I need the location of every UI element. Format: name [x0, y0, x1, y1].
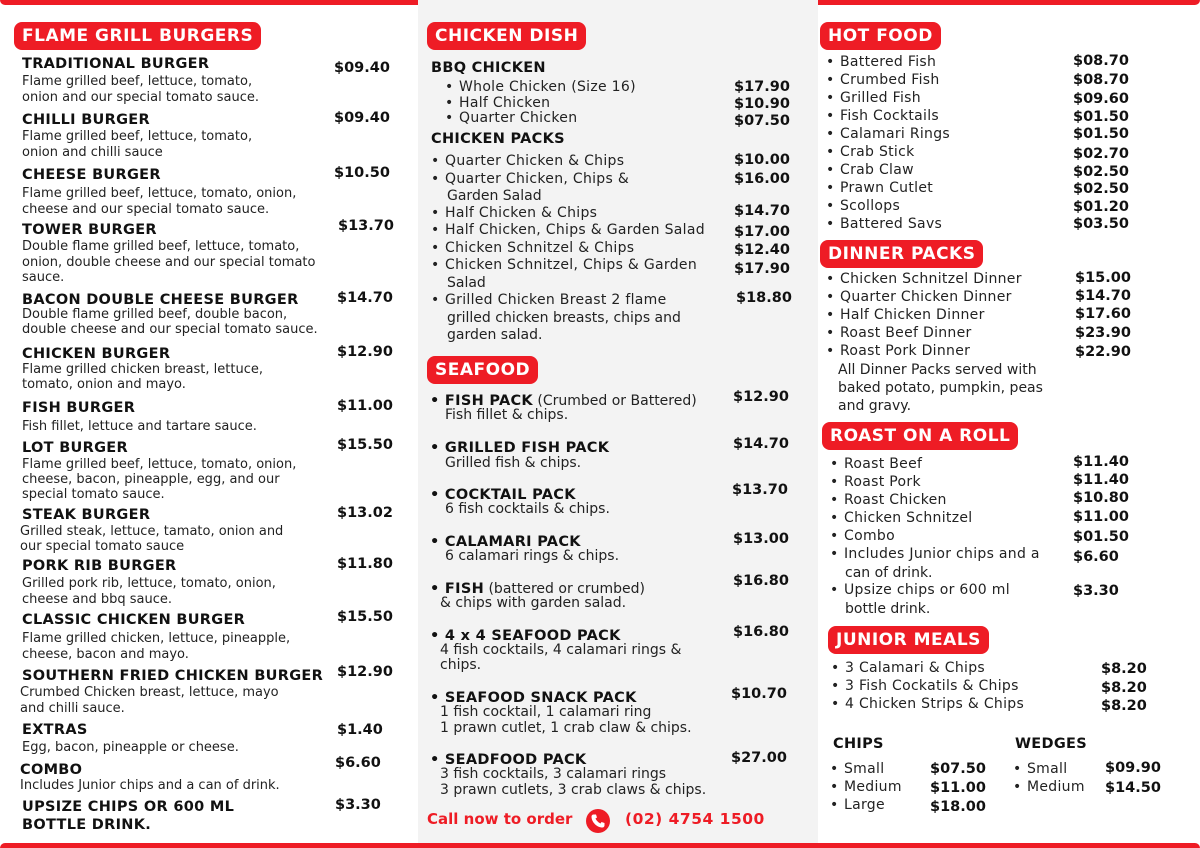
- seafood-price: $12.90: [733, 389, 789, 405]
- burger-desc: Flame grilled beef, lettuce, tomato, onion,: [22, 186, 297, 201]
- seafood-item: • CALAMARI PACK: [430, 534, 581, 550]
- roast-item: • Combo: [830, 528, 895, 544]
- bbq-price: $17.90: [734, 79, 790, 95]
- hot-food-price: $02.70: [1073, 146, 1129, 162]
- burger-name: FISH BURGER: [22, 400, 136, 416]
- junior-item: • 4 Chicken Strips & Chips: [831, 696, 1024, 712]
- hot-food-item: • Prawn Cutlet: [826, 180, 933, 196]
- seafood-name: FISH: [444, 581, 485, 597]
- roast-item: • Roast Chicken: [830, 492, 947, 508]
- chips-price: $07.50: [930, 761, 986, 777]
- seafood-item: • 4 x 4 SEAFOOD PACK: [430, 628, 621, 644]
- burger-desc: double cheese and our special tomato sauce.: [22, 322, 318, 337]
- bbq-item: • Half Chicken: [445, 95, 550, 111]
- burger-name: LOT BURGER: [22, 440, 128, 456]
- seafood-price: $13.70: [732, 482, 788, 498]
- hot-food-item: • Crab Claw: [826, 162, 914, 178]
- roast-item: • Roast Beef: [830, 456, 922, 472]
- chicken-pack-price: $12.40: [734, 242, 790, 258]
- junior-meals-heading: JUNIOR MEALS: [828, 626, 989, 654]
- wedges-item: • Small: [1013, 761, 1067, 777]
- burger-desc: onion and our special tomato sauce.: [22, 90, 260, 105]
- burgers-heading: FLAME GRILL BURGERS: [14, 22, 261, 50]
- roast-price: $11.00: [1073, 509, 1129, 525]
- dinner-note: All Dinner Packs served with: [838, 362, 1037, 378]
- burger-desc: Fish fillet, lettuce and tartare sauce.: [22, 419, 257, 434]
- seafood-name: SEADFOOD PACK: [444, 752, 587, 768]
- chicken-pack-price: $10.00: [734, 152, 790, 168]
- burger-name-line2: BOTTLE DRINK.: [22, 817, 152, 833]
- burger-name: BACON DOUBLE CHEESE BURGER: [22, 292, 299, 308]
- phone-icon[interactable]: [586, 809, 610, 833]
- chicken-pack-price: $18.80: [736, 290, 792, 306]
- seafood-desc: Grilled fish & chips.: [445, 455, 582, 471]
- dinner-item: • Chicken Schnitzel Dinner: [826, 271, 1022, 287]
- burger-desc: Double flame grilled beef, lettuce, tomato,: [22, 239, 300, 254]
- junior-price: $8.20: [1101, 680, 1147, 696]
- roast-price: $6.60: [1073, 549, 1119, 565]
- seafood-item: • FISH PACK (Crumbed or Battered): [430, 393, 697, 409]
- chicken-pack-item-cont: Garden Salad: [447, 188, 542, 204]
- burger-desc: and chilli sauce.: [20, 701, 125, 716]
- chips-heading: CHIPS: [833, 736, 884, 752]
- chicken-pack-item: • Chicken Schnitzel & Chips: [431, 240, 634, 256]
- burger-price: $10.50: [334, 165, 390, 181]
- hot-food-item: • Crumbed Fish: [826, 72, 940, 88]
- dinner-note: and gravy.: [838, 398, 912, 414]
- dinner-item: • Roast Pork Dinner: [826, 343, 970, 359]
- burger-price: $12.90: [337, 664, 393, 680]
- seafood-item: • GRILLED FISH PACK: [430, 440, 610, 456]
- seafood-desc: 6 fish cocktails & chips.: [445, 501, 610, 517]
- hot-food-item: • Calamari Rings: [826, 126, 950, 142]
- chicken-pack-item: • Quarter Chicken & Chips: [431, 153, 624, 169]
- burger-price: $14.70: [337, 290, 393, 306]
- call-to-order-label: Call now to order: [427, 810, 573, 828]
- dinner-item: • Quarter Chicken Dinner: [826, 289, 1012, 305]
- burger-desc: Flame grilled beef, lettuce, tomato, onion,: [22, 457, 297, 472]
- burger-name: SOUTHERN FRIED CHICKEN BURGER: [22, 668, 324, 684]
- junior-item: • 3 Fish Cockatils & Chips: [831, 678, 1019, 694]
- seafood-name: GRILLED FISH PACK: [444, 440, 610, 456]
- burger-price: $09.40: [334, 110, 390, 126]
- chicken-pack-item: • Grilled Chicken Breast 2 flame: [431, 292, 667, 308]
- hot-food-price: $01.20: [1073, 199, 1129, 215]
- chicken-pack-item: • Quarter Chicken, Chips &: [431, 171, 629, 187]
- burger-desc: Crumbed Chicken breast, lettuce, mayo: [20, 685, 279, 700]
- seafood-desc: 3 fish cocktails, 3 calamari rings: [440, 766, 667, 782]
- seafood-desc: 4 fish cocktails, 4 calamari rings &: [440, 642, 682, 658]
- burgers-column: [0, 0, 405, 848]
- seafood-desc: 3 prawn cutlets, 3 crab claws & chips.: [440, 782, 707, 798]
- burger-desc: cheese, bacon, pineapple, egg, and our: [22, 472, 280, 487]
- wedges-price: $14.50: [1105, 780, 1161, 796]
- phone-number-link[interactable]: (02) 4754 1500: [625, 810, 765, 828]
- burger-price: $09.40: [334, 60, 390, 76]
- hot-food-price: $09.60: [1073, 91, 1129, 107]
- bottom-accent-bar: [0, 843, 1200, 848]
- burger-price: $6.60: [335, 755, 381, 771]
- chicken-heading: CHICKEN DISH: [427, 22, 586, 50]
- chicken-pack-item-cont: grilled chicken breasts, chips and: [447, 310, 681, 326]
- junior-item: • 3 Calamari & Chips: [831, 660, 985, 676]
- roast-price: $11.40: [1073, 472, 1129, 488]
- dinner-price: $22.90: [1075, 344, 1131, 360]
- bbq-item: • Whole Chicken (Size 16): [445, 79, 636, 95]
- chips-item: • Medium: [830, 779, 902, 795]
- burger-name: COMBO: [20, 762, 83, 778]
- burger-desc: sauce.: [22, 270, 65, 285]
- burger-name: CHEESE BURGER: [22, 167, 161, 183]
- chicken-pack-price: $14.70: [734, 203, 790, 219]
- burger-name: CHICKEN BURGER: [22, 346, 171, 362]
- dinner-price: $23.90: [1075, 325, 1131, 341]
- seafood-name: 4 x 4 SEAFOOD PACK: [444, 628, 621, 644]
- burger-desc: Flame grilled chicken breast, lettuce,: [22, 362, 263, 377]
- bbq-price: $10.90: [734, 96, 790, 112]
- hot-food-price: $08.70: [1073, 53, 1129, 69]
- chicken-pack-item-cont: garden salad.: [447, 327, 543, 343]
- hot-food-price: $08.70: [1073, 72, 1129, 88]
- chips-item: • Large: [830, 797, 885, 813]
- dinner-item: • Half Chicken Dinner: [826, 307, 985, 323]
- bbq-price: $07.50: [734, 113, 790, 129]
- seafood-price: $10.70: [731, 686, 787, 702]
- roast-item-cont: can of drink.: [845, 565, 933, 581]
- roast-item-cont: bottle drink.: [845, 601, 931, 617]
- chicken-packs-subheading: CHICKEN PACKS: [431, 131, 565, 147]
- roast-item: • Chicken Schnitzel: [830, 510, 972, 526]
- hot-food-item: • Battered Fish: [826, 54, 936, 70]
- chicken-pack-price: $16.00: [734, 171, 790, 187]
- seafood-item: • SEADFOOD PACK: [430, 752, 587, 768]
- hot-food-item: • Fish Cocktails: [826, 108, 939, 124]
- burger-name: UPSIZE CHIPS OR 600 ML: [22, 799, 235, 815]
- seafood-item: • SEAFOOD SNACK PACK: [430, 690, 637, 706]
- seafood-desc: & chips with garden salad.: [440, 595, 627, 611]
- wedges-heading: WEDGES: [1015, 736, 1087, 752]
- roast-price: $01.50: [1073, 529, 1129, 545]
- hot-food-item: • Crab Stick: [826, 144, 915, 160]
- bbq-chicken-subheading: BBQ CHICKEN: [431, 60, 546, 76]
- seafood-price: $16.80: [733, 573, 789, 589]
- roast-item: • Upsize chips or 600 ml: [830, 582, 1010, 598]
- burger-desc: Flame grilled chicken, lettuce, pineapple,: [22, 631, 291, 646]
- roast-price: $11.40: [1073, 454, 1129, 470]
- chips-item: • Small: [830, 761, 884, 777]
- seafood-name: CALAMARI PACK: [444, 534, 581, 550]
- burger-name: STEAK BURGER: [22, 507, 151, 523]
- burger-name: CLASSIC CHICKEN BURGER: [22, 612, 246, 628]
- burger-name: CHILLI BURGER: [22, 112, 150, 128]
- burger-desc: Flame grilled beef, lettuce, tomato,: [22, 129, 253, 144]
- hot-food-price: $02.50: [1073, 164, 1129, 180]
- burger-name: TRADITIONAL BURGER: [22, 56, 210, 72]
- burger-desc: Grilled steak, lettuce, tamato, onion and: [20, 524, 284, 539]
- burger-price: $12.90: [337, 344, 393, 360]
- dinner-packs-heading: DINNER PACKS: [820, 240, 983, 268]
- burger-price: $11.80: [337, 556, 393, 572]
- seafood-desc: chips.: [440, 657, 482, 673]
- junior-price: $8.20: [1101, 661, 1147, 677]
- burger-name: PORK RIB BURGER: [22, 558, 177, 574]
- burger-desc: Egg, bacon, pineapple or cheese.: [22, 740, 239, 755]
- chips-price: $11.00: [930, 780, 986, 796]
- seafood-item: • FISH (battered or crumbed): [430, 581, 645, 597]
- seafood-desc: 1 prawn cutlet, 1 crab claw & chips.: [440, 720, 692, 736]
- chips-price: $18.00: [930, 799, 986, 815]
- hot-food-item: • Battered Savs: [826, 216, 942, 232]
- burger-price: $15.50: [337, 437, 393, 453]
- seafood-item: • COCKTAIL PACK: [430, 487, 576, 503]
- burger-desc: our special tomato sauce: [20, 539, 185, 554]
- chicken-pack-item: • Half Chicken, Chips & Garden Salad: [431, 222, 705, 238]
- chicken-pack-item: • Chicken Schnitzel, Chips & Garden: [431, 257, 697, 273]
- burger-price: $3.30: [335, 797, 381, 813]
- seafood-desc: 1 fish cocktail, 1 calamari ring: [440, 704, 652, 720]
- dinner-note: baked potato, pumpkin, peas: [838, 380, 1043, 396]
- seafood-price: $14.70: [733, 436, 789, 452]
- burger-desc: special tomato sauce.: [22, 487, 165, 502]
- burger-desc: onion, double cheese and our special tomato: [22, 255, 316, 270]
- burger-price: $11.00: [337, 398, 393, 414]
- chicken-pack-item-cont: Salad: [447, 275, 486, 291]
- hot-food-heading: HOT FOOD: [820, 22, 941, 50]
- chicken-pack-price: $17.90: [734, 261, 790, 277]
- burger-price: $13.70: [338, 218, 394, 234]
- burger-price: $15.50: [337, 609, 393, 625]
- dinner-price: $15.00: [1075, 270, 1131, 286]
- seafood-price: $16.80: [733, 624, 789, 640]
- dinner-price: $17.60: [1075, 306, 1131, 322]
- roast-price: $3.30: [1073, 583, 1119, 599]
- burger-price: $1.40: [337, 722, 383, 738]
- hot-food-item: • Grilled Fish: [826, 90, 921, 106]
- roast-item: • Includes Junior chips and a: [830, 546, 1040, 562]
- seafood-price: $27.00: [731, 750, 787, 766]
- burger-desc: Grilled pork rib, lettuce, tomato, onion,: [22, 576, 276, 591]
- wedges-price: $09.90: [1105, 760, 1161, 776]
- seafood-extra: (Crumbed or Battered): [532, 393, 697, 409]
- wedges-item: • Medium: [1013, 779, 1085, 795]
- roast-item: • Roast Pork: [830, 474, 921, 490]
- hot-food-price: $01.50: [1073, 109, 1129, 125]
- bbq-item: • Quarter Chicken: [445, 110, 577, 126]
- burger-name: EXTRAS: [22, 722, 88, 738]
- roast-on-roll-heading: ROAST ON A ROLL: [822, 422, 1018, 450]
- seafood-name: FISH PACK: [444, 393, 533, 409]
- dinner-item: • Roast Beef Dinner: [826, 325, 972, 341]
- dinner-price: $14.70: [1075, 288, 1131, 304]
- seafood-name: COCKTAIL PACK: [444, 487, 576, 503]
- burger-desc: tomato, onion and mayo.: [22, 377, 186, 392]
- burger-desc: cheese and bbq sauce.: [22, 592, 173, 607]
- seafood-desc: Fish fillet & chips.: [445, 407, 569, 423]
- hot-food-item: • Scollops: [826, 198, 900, 214]
- hot-food-price: $01.50: [1073, 126, 1129, 142]
- burger-name: TOWER BURGER: [22, 222, 157, 238]
- seafood-heading: SEAFOOD: [427, 356, 538, 384]
- seafood-desc: 6 calamari rings & chips.: [445, 548, 620, 564]
- burger-desc: Double flame grilled beef, double bacon,: [22, 307, 288, 322]
- roast-price: $10.80: [1073, 490, 1129, 506]
- chicken-pack-price: $17.00: [734, 224, 790, 240]
- burger-price: $13.02: [337, 505, 393, 521]
- seafood-extra: (battered or crumbed): [484, 581, 645, 597]
- seafood-price: $13.00: [733, 531, 789, 547]
- burger-desc: onion and chilli sauce: [22, 145, 163, 160]
- burger-desc: Includes Junior chips and a can of drink.: [20, 778, 280, 793]
- burger-desc: cheese, bacon and mayo.: [22, 647, 189, 662]
- hot-food-price: $03.50: [1073, 216, 1129, 232]
- burger-desc: cheese and our special tomato sauce.: [22, 202, 270, 217]
- hot-food-price: $02.50: [1073, 181, 1129, 197]
- burger-desc: Flame grilled beef, lettuce, tomato,: [22, 74, 253, 89]
- chicken-pack-item: • Half Chicken & Chips: [431, 205, 597, 221]
- seafood-name: SEAFOOD SNACK PACK: [444, 690, 637, 706]
- junior-price: $8.20: [1101, 698, 1147, 714]
